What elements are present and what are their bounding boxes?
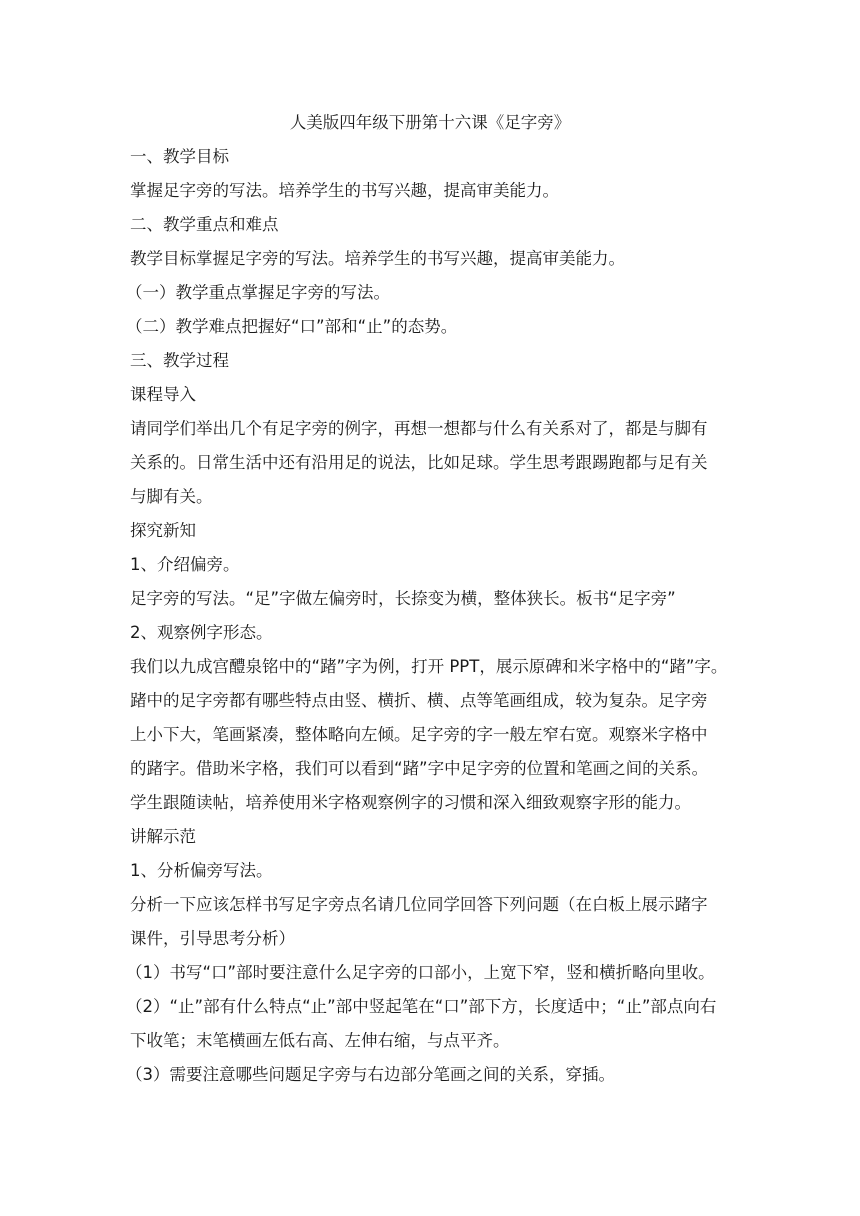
paragraph-line: 与脚有关。 <box>130 487 213 506</box>
list-item: 1、介绍偏旁。 <box>130 555 240 574</box>
subheading: 探究新知 <box>130 521 196 540</box>
subheading: 讲解示范 <box>130 827 196 846</box>
document-title: 人美版四年级下册第十六课《足字旁》 <box>289 113 571 132</box>
paragraph-line: 请同学们举出几个有足字旁的例字，再想一想都与什么有关系对了，都是与脚有 <box>130 419 708 438</box>
section-heading-key-points: 二、教学重点和难点 <box>130 215 279 234</box>
subheading: 课程导入 <box>130 385 196 404</box>
paragraph-line: 我们以九成宫醴泉铭中的“踷”字为例，打开 PPT，展示原碑和米字格中的“踷”字。 <box>130 657 728 676</box>
paragraph: 掌握足字旁的写法。培养学生的书写兴趣，提高审美能力。 <box>130 181 559 200</box>
list-item: （二）教学难点把握好“口”部和“止”的态势。 <box>126 317 458 336</box>
paragraph-line: 学生跟随读帖，培养使用米字格观察例字的习惯和深入细致观察字形的能力。 <box>130 793 691 812</box>
list-item: 1、分析偏旁写法。 <box>130 861 273 880</box>
paragraph-line: 课件，引导思考分析） <box>130 929 295 948</box>
paragraph-line: 关系的。日常生活中还有沿用足的说法，比如足球。学生思考跟踢跑都与足有关 <box>130 453 708 472</box>
paragraph-line: 踷中的足字旁都有哪些特点由竖、横折、横、点等笔画组成，较为复杂。足字旁 <box>130 691 708 710</box>
paragraph-line: 的踷字。借助米字格，我们可以看到“踷”字中足字旁的位置和笔画之间的关系。 <box>130 759 709 778</box>
list-item: 2、观察例字形态。 <box>130 623 273 642</box>
paragraph-line: 分析一下应该怎样书写足字旁点名请几位同学回答下列问题（在白板上展示踷字 <box>130 895 708 914</box>
paragraph-line: 上小下大，笔画紧凑，整体略向左倾。足字旁的字一般左窄右宽。观察米字格中 <box>130 725 708 744</box>
list-item: （2）“止”部有什么特点“止”部中竖起笔在“口”部下方，长度适中；“止”部点向右 <box>126 997 717 1016</box>
list-item: （1）书写“口”部时要注意什么足字旁的口部小，上宽下窄，竖和横折略向里收。 <box>126 963 715 982</box>
paragraph: 教学目标掌握足字旁的写法。培养学生的书写兴趣，提高审美能力。 <box>130 249 625 268</box>
list-item: （一）教学重点掌握足字旁的写法。 <box>126 283 390 302</box>
list-item: （3）需要注意哪些问题足字旁与右边部分笔画之间的关系，穿插。 <box>126 1065 615 1084</box>
section-heading-process: 三、教学过程 <box>130 351 229 370</box>
section-heading-objectives: 一、教学目标 <box>130 147 229 166</box>
paragraph-line: 足字旁的写法。“足”字做左偏旁时，长捺变为横，整体狭长。板书“足字旁” <box>130 589 676 608</box>
paragraph-line: 下收笔；末笔横画左低右高、左伸右缩，与点平齐。 <box>130 1031 510 1050</box>
